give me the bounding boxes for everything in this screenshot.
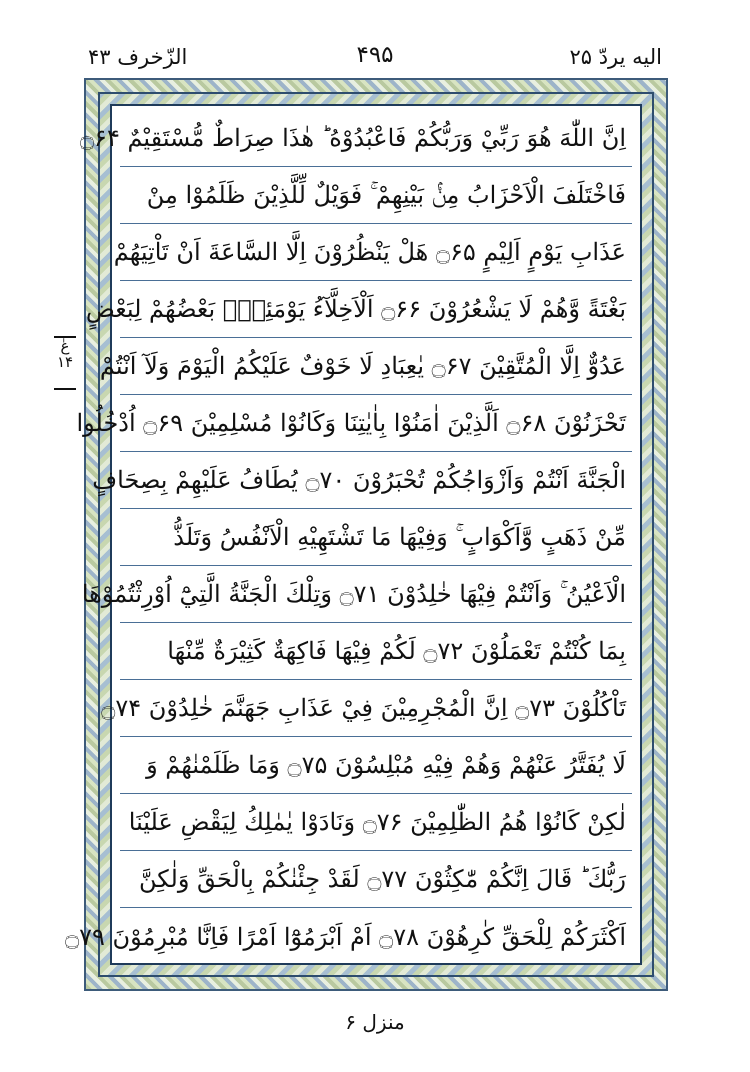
- text-line: اِنَّ اللّٰهَ هُوَ رَبِّيْ وَرَبُّكُمْ فَاعْبُدُوْهُ ؕ هٰذَا صِرَاطٌ مُّسْتَقِيْمٌ ۝۶۴: [120, 110, 632, 167]
- text-line: اَكْثَرَكُمْ لِلْحَقِّ كٰرِهُوْنَ ۝۷۸ اَمْ اَبْرَمُوْٓا اَمْرًا فَاِنَّا مُبْرِمُوْنَ ۝۷۹: [65, 922, 626, 951]
- text-line: مِّنْ ذَهَبٍ وَّاَكْوَابٍ ۚ وَفِيْهَا مَا تَشْتَهِيْهِ الْاَنْفُسُ وَتَلَذُّ: [120, 509, 632, 566]
- para-name: الیه یردّ ۲۵: [569, 45, 662, 69]
- text-line: بَغْتَةً وَّهُمْ لَا يَشْعُرُوْنَ ۝۶۶ اَلْاَخِلَّآءُ يَوْمَئِذٍۭ بَعْضُهُمْ لِبَعْضٍ: [120, 281, 632, 338]
- manzil-label: منزل ۶: [345, 1010, 405, 1034]
- page-number: ۴۹۵: [356, 42, 394, 68]
- text-line: الْجَنَّةَ اَنْتُمْ وَاَزْوَاجُكُمْ تُحْبَرُوْنَ ۝۷۰ يُطَافُ عَلَيْهِمْ بِصِحَافٍ: [120, 452, 632, 509]
- text-line: لَا يُفَتَّرُ عَنْهُمْ وَهُمْ فِيْهِ مُبْلِسُوْنَ ۝۷۵ وَمَا ظَلَمْنٰهُمْ وَ: [120, 737, 632, 794]
- text-line: عَدُوٌّ اِلَّا الْمُتَّقِيْنَ ۝۶۷ يٰعِبَادِ لَا خَوْفٌ عَلَيْكُمُ الْيَوْمَ وَلَآ اَنْتُمْ: [120, 338, 632, 395]
- text-line: الْاَعْيُنُ ۚ وَاَنْتُمْ فِيْهَا خٰلِدُوْنَ ۝۷۱ وَتِلْكَ الْجَنَّةُ الَّتِيْٓ اُوْرِثْتُمُوْهَا: [120, 566, 632, 623]
- text-line: رَبُّكَ ؕ قَالَ اِنَّكُمْ مّٰكِثُوْنَ ۝۷۷ لَقَدْ جِئْنٰكُمْ بِالْحَقِّ وَلٰكِنَّ: [120, 851, 632, 908]
- ruku-marker: عٰ ۱۴: [54, 336, 76, 390]
- text-line: تَحْزَنُوْنَ ۝۶۸ اَلَّذِيْنَ اٰمَنُوْا بِاٰيٰتِنَا وَكَانُوْا مُسْلِمِيْنَ ۝۶۹ اُدْخُلُوا: [120, 395, 632, 452]
- surah-name: الزّخرف ۴۳: [88, 45, 188, 69]
- text-line: لٰكِنْ كَانُوْا هُمُ الظّٰلِمِيْنَ ۝۷۶ وَنَادَوْا يٰمٰلِكُ لِيَقْضِ عَلَيْنَا: [120, 794, 632, 851]
- text-line: بِمَا كُنْتُمْ تَعْمَلُوْنَ ۝۷۲ لَكُمْ فِيْهَا فَاكِهَةٌ كَثِيْرَةٌ مِّنْهَا: [120, 623, 632, 680]
- text-line: فَاخْتَلَفَ الْاَحْزَابُ مِنْۢ بَيْنِهِمْ ۚ فَوَيْلٌ لِّلَّذِيْنَ ظَلَمُوْا مِنْ: [120, 167, 632, 224]
- text-line: تَاْكُلُوْنَ ۝۷۳ اِنَّ الْمُجْرِمِيْنَ فِيْ عَذَابِ جَهَنَّمَ خٰلِدُوْنَ ۝۷۴: [120, 680, 632, 737]
- text-line: عَذَابِ يَوْمٍ اَلِيْمٍ ۝۶۵ هَلْ يَنْظُرُوْنَ اِلَّا السَّاعَةَ اَنْ تَاْتِيَهُمْ: [120, 224, 632, 281]
